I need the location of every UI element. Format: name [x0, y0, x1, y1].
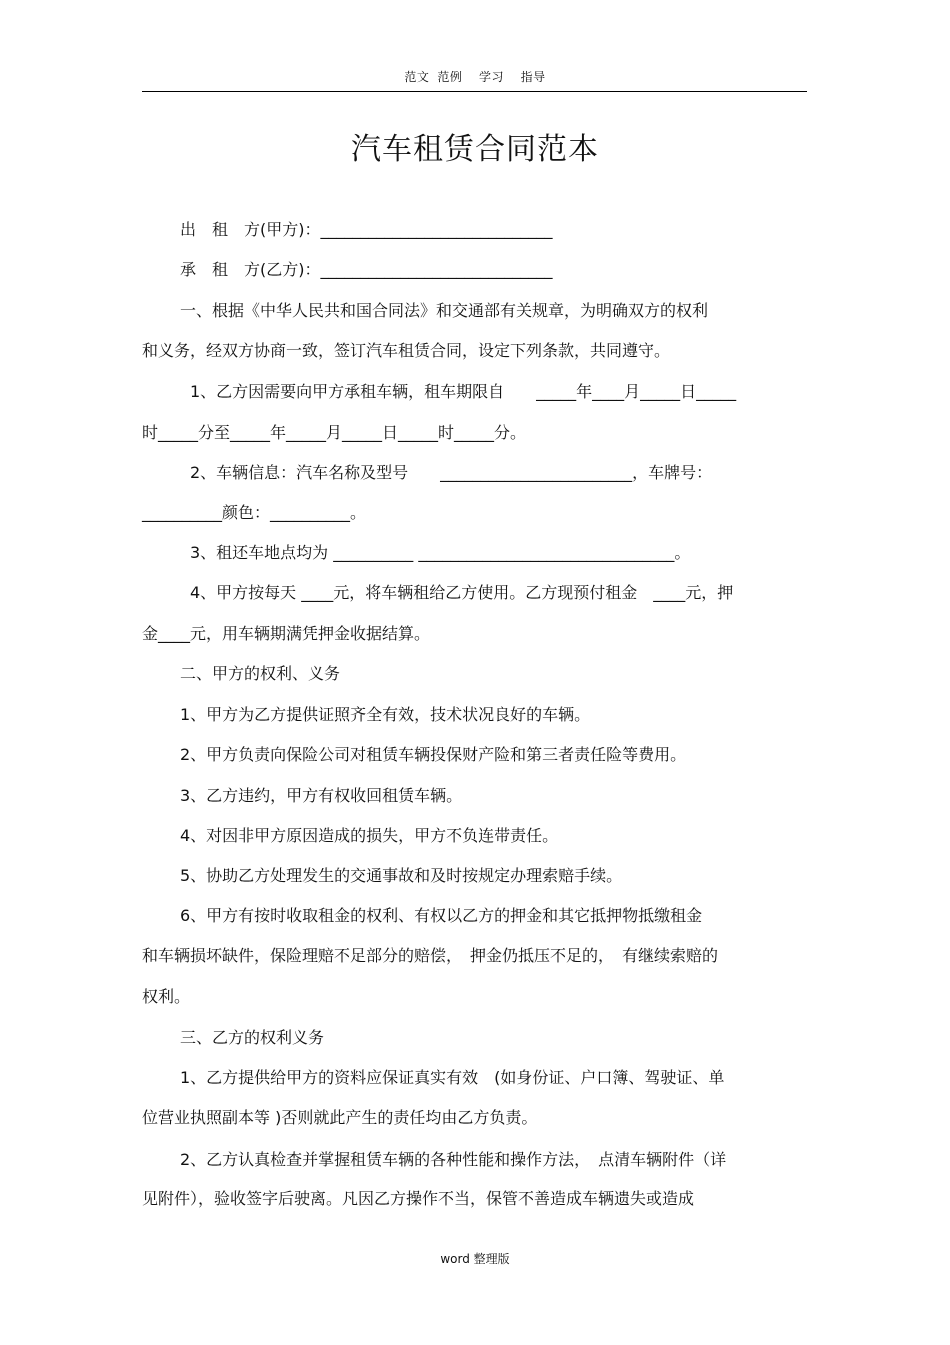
paragraph-line: 时_____分至_____年_____月_____日_____时_____分。: [142, 423, 527, 442]
clause-line: 和车辆损坏缺件，保险理赔不足部分的赔偿， 押金仍抵压不足的， 有继续索赔的: [142, 946, 719, 965]
clause-line: 4、对因非甲方原因造成的损失，甲方不负连带责任。: [180, 826, 559, 845]
lessor-line: 出 租 方(甲方)：_____________________________: [180, 220, 553, 239]
section-heading: 三、乙方的权利义务: [180, 1028, 325, 1047]
paragraph-line: __________颜色：__________。: [142, 503, 367, 522]
header-item: 学习: [479, 70, 505, 84]
paragraph-line: 3、租还车地点均为 __________ ________________________________。: [190, 543, 691, 562]
paragraph-line: 2、车辆信息：汽车名称及型号 ________________________，车牌号：: [190, 463, 713, 482]
clause-line: 见附件），验收签字后驶离。凡因乙方操作不当，保管不善造成车辆遗失或造成: [142, 1189, 695, 1208]
clause-line: 3、乙方违约，甲方有权收回租赁车辆。: [180, 786, 463, 805]
clause-line: 2、乙方认真检查并掌握租赁车辆的各种性能和操作方法， 点清车辆附件（详: [180, 1150, 727, 1169]
clause-line: 5、协助乙方处理发生的交通事故和及时按规定办理索赔手续。: [180, 866, 623, 885]
paragraph-line: 1、乙方因需要向甲方承租车辆，租车期限自 _____年____月_____日_____: [190, 382, 737, 401]
header-item: 范文: [404, 70, 430, 84]
clause-line: 权利。: [142, 987, 191, 1006]
clause-line: 1、甲方为乙方提供证照齐全有效，技术状况良好的车辆。: [180, 705, 591, 724]
clause-line: 1、乙方提供给甲方的资料应保证真实有效 (如身份证、户口簿、驾驶证、单: [180, 1068, 725, 1087]
paragraph-line: 和义务，经双方协商一致，签订汽车租赁合同，设定下列条款，共同遵守。: [142, 341, 671, 360]
clause-line: 位营业执照副本等 )否则就此产生的责任均由乙方负责。: [142, 1108, 538, 1127]
paragraph-line: 4、甲方按每天 ____元，将车辆租给乙方使用。乙方现预付租金 ____元，押: [190, 583, 734, 602]
paragraph-line: 金____元，用车辆期满凭押金收据结算。: [142, 624, 431, 643]
paragraph-line: 一、根据《中华人民共和国合同法》和交通部有关规章，为明确双方的权利: [180, 301, 709, 320]
header-item: 指导: [520, 70, 546, 84]
page-header: [0, 68, 950, 85]
header-item: 范例: [437, 70, 463, 84]
document-title: 汽车租赁合同范本: [351, 132, 599, 167]
lessee-line: 承 租 方(乙方)：_____________________________: [180, 260, 553, 279]
clause-line: 6、甲方有按时收取租金的权利、有权以乙方的押金和其它抵押物抵缴租金: [180, 906, 703, 925]
clause-line: 2、甲方负责向保险公司对租赁车辆投保财产险和第三者责任险等费用。: [180, 745, 687, 764]
page-footer: word 整理版: [440, 1252, 510, 1266]
section-heading: 二、甲方的权利、义务: [180, 664, 341, 683]
header-rule: [142, 91, 807, 92]
